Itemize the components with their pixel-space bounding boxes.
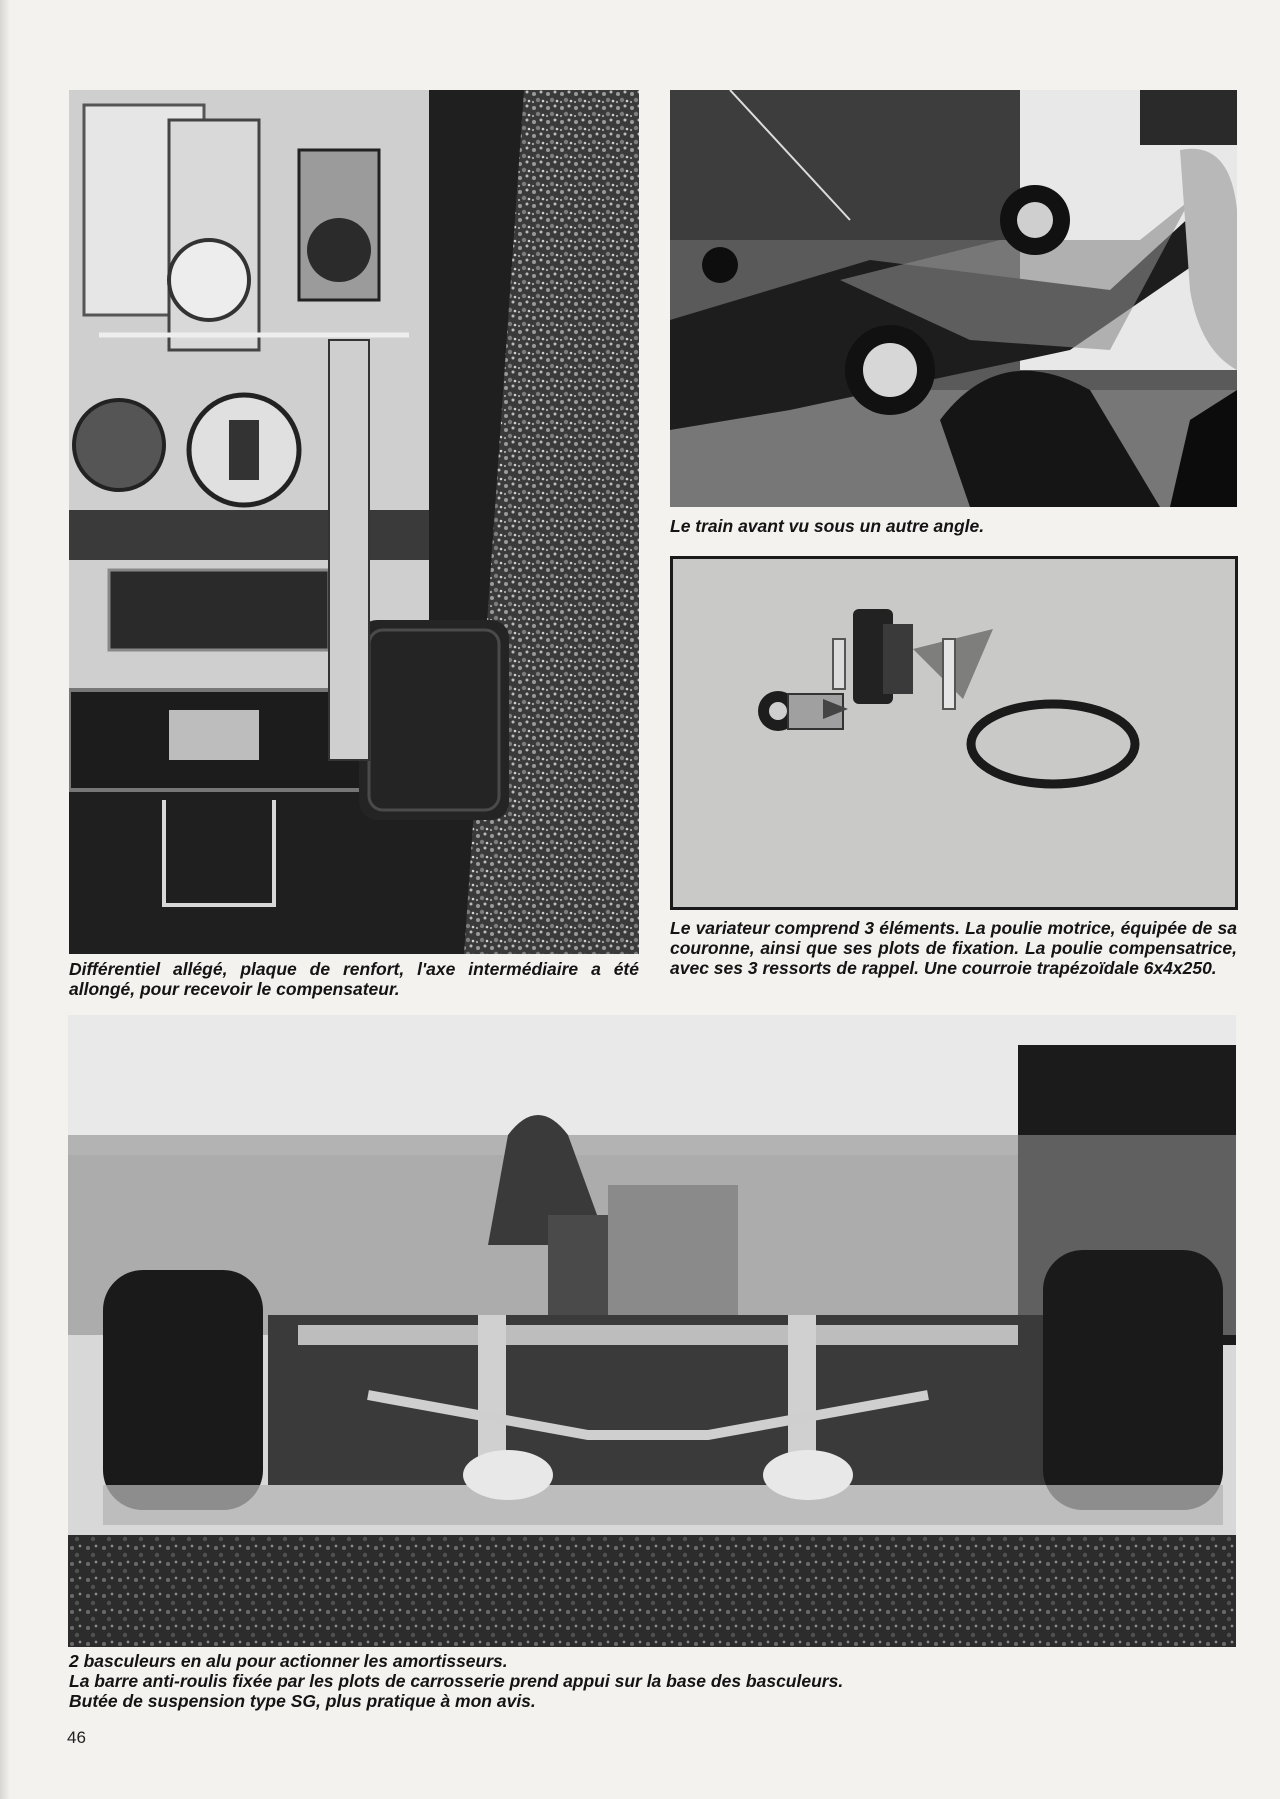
caption-rear-view-line3: Butée de suspension type SG, plus pratique à mon avis. (69, 1691, 536, 1711)
photo-variator-components (670, 556, 1238, 910)
caption-front-train: Le train avant vu sous un autre angle. (670, 516, 985, 536)
caption-rear-view-line1: 2 basculeurs en alu pour actionner les amortisseurs. (69, 1651, 508, 1671)
caption-chassis-top: Différentiel allégé, plaque de renfort, l'axe intermédiaire a été allongé, pour recevoir le compensateur. (69, 959, 639, 999)
photo-chassis-top-view (69, 90, 639, 954)
caption-variator: Le variateur comprend 3 éléments. La poulie motrice, équipée de sa couronne, ainsi que ses plots de fixation. La poulie compensatrice, avec ses 3 ressorts de rappel. Une courroie trapézoïdale 6x4x250. (670, 918, 1237, 978)
caption-rear-view (69, 1651, 1237, 1711)
page-edge (0, 0, 10, 1799)
caption-rear-view-line2: La barre anti-roulis fixée par les plots de carrosserie prend appui sur la base des basculeurs. (69, 1671, 844, 1691)
page-number: 46 (67, 1728, 86, 1747)
photo-rear-view (68, 1015, 1236, 1647)
photo-front-train (670, 90, 1237, 507)
